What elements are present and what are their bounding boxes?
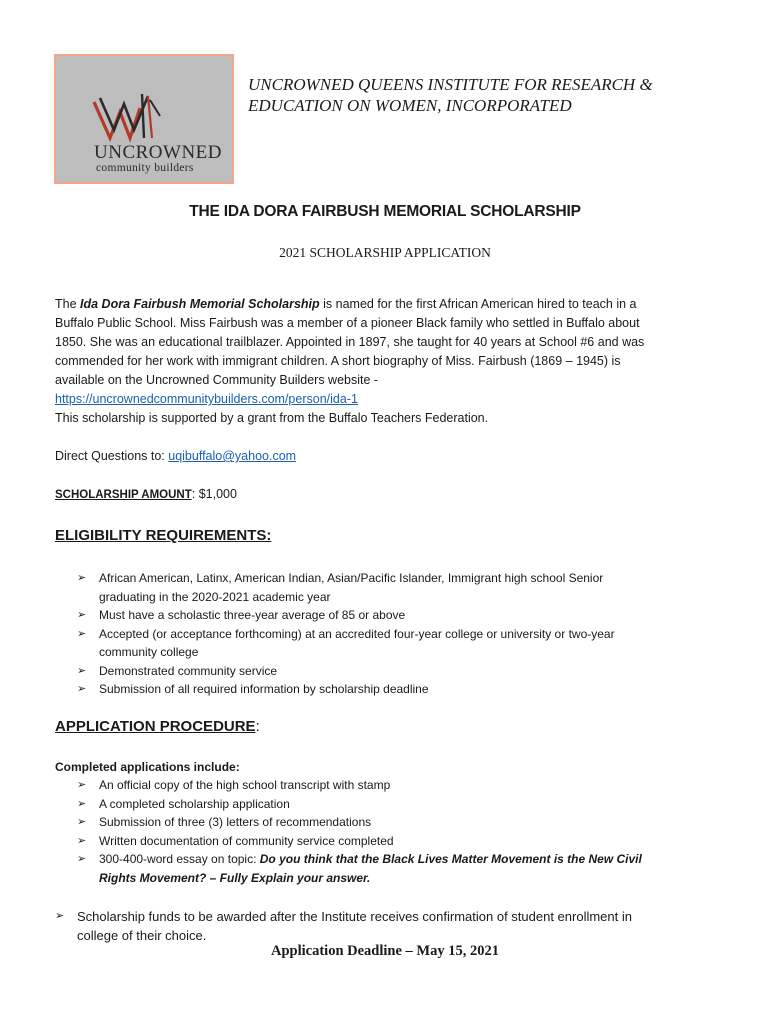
document-subtitle: 2021 SCHOLARSHIP APPLICATION bbox=[279, 245, 491, 260]
application-deadline: Application Deadline – May 15, 2021 bbox=[271, 943, 499, 959]
item-text: Written documentation of community service completed bbox=[99, 833, 394, 848]
procedure-subheading: Completed applications include: bbox=[55, 760, 240, 774]
essay-topic: Do you think that the Black Lives Matter Movement is the New Civil bbox=[259, 852, 642, 866]
organization-name bbox=[248, 74, 718, 116]
arrow-bullet-icon: ➢ bbox=[77, 853, 87, 865]
biography-link[interactable]: https://uncrownedcommunitybuilders.com/person/ida-1 bbox=[55, 392, 358, 406]
item-text: Scholarship funds to be awarded after the Institute receives confirmation of student enrollment in bbox=[77, 909, 632, 924]
scholarship-name: Ida Dora Fairbush Memorial Scholarship bbox=[80, 297, 320, 311]
crown-icon bbox=[90, 90, 200, 145]
item-text: A completed scholarship application bbox=[99, 796, 290, 811]
contact-label: Direct Questions to: bbox=[55, 449, 169, 463]
item-text: graduating in the 2020-2021 academic year bbox=[99, 589, 331, 604]
intro-line bbox=[55, 295, 715, 314]
procedure-heading-line bbox=[55, 718, 260, 735]
logo-tagline: community builders bbox=[96, 162, 194, 174]
list-item bbox=[77, 625, 717, 662]
list-item bbox=[77, 662, 717, 681]
contact-email-link[interactable]: uqibuffalo@yahoo.com bbox=[168, 449, 297, 463]
amount-line bbox=[55, 485, 715, 505]
arrow-bullet-icon: ➢ bbox=[77, 683, 87, 695]
uncrowned-logo bbox=[54, 54, 234, 184]
arrow-bullet-icon: ➢ bbox=[77, 627, 87, 640]
item-text: Submission of three (3) letters of recommendations bbox=[99, 815, 372, 829]
amount-value: $1,000 bbox=[198, 487, 237, 501]
item-text: college of their choice. bbox=[77, 928, 207, 943]
item-text: Accepted (or acceptance forthcoming) at an accredited four-year college or university or two-year bbox=[99, 626, 615, 641]
item-text: Demonstrated community service bbox=[99, 663, 278, 678]
item-text: Submission of all required information by scholarship deadline bbox=[99, 682, 429, 696]
amount-label: SCHOLARSHIP AMOUNT bbox=[55, 489, 192, 501]
list-item bbox=[77, 776, 717, 795]
eligibility-heading: ELIGIBILITY REQUIREMENTS: bbox=[55, 527, 272, 544]
list-item bbox=[77, 813, 717, 832]
item-text: An official copy of the high school transcript with stamp bbox=[99, 778, 391, 792]
arrow-bullet-icon: ➢ bbox=[77, 609, 87, 621]
org-line-2: EDUCATION ON WOMEN, INCORPORATED bbox=[248, 96, 572, 115]
essay-topic: Rights Movement? – Fully Explain your answer. bbox=[99, 870, 371, 885]
arrow-bullet-icon: ➢ bbox=[77, 816, 87, 828]
procedure-heading: APPLICATION PROCEDURE bbox=[55, 718, 256, 735]
arrow-bullet-icon: ➢ bbox=[77, 834, 87, 847]
contact-line bbox=[55, 447, 715, 466]
essay-label: 300-400-word essay on topic: bbox=[99, 852, 260, 866]
arrow-bullet-icon: ➢ bbox=[77, 779, 87, 791]
arrow-bullet-icon: ➢ bbox=[77, 572, 87, 584]
list-item bbox=[77, 832, 717, 851]
eligibility-list bbox=[77, 569, 717, 699]
intro-line: available on the Uncrowned Community Builders website - bbox=[55, 373, 379, 387]
list-item bbox=[77, 569, 717, 606]
list-item bbox=[77, 795, 717, 814]
arrow-bullet-icon: ➢ bbox=[77, 797, 87, 810]
list-item bbox=[77, 606, 717, 625]
intro-line: This scholarship is supported by a grant from the Buffalo Teachers Federation. bbox=[55, 411, 489, 425]
logo-wordmark: UNCROWNED bbox=[94, 142, 222, 163]
arrow-bullet-icon: ➢ bbox=[55, 910, 65, 922]
item-text: community college bbox=[99, 645, 199, 659]
amount-separator: : bbox=[191, 487, 199, 501]
list-item bbox=[77, 850, 717, 887]
funds-list bbox=[55, 907, 695, 945]
org-line-1: UNCROWNED QUEENS INSTITUTE FOR RESEARCH & bbox=[248, 75, 653, 94]
intro-text: The bbox=[55, 297, 81, 311]
document-title: THE IDA DORA FAIRBUSH MEMORIAL SCHOLARSHIP bbox=[189, 203, 581, 220]
intro-line: Buffalo Public School. Miss Fairbush was a member of a pioneer Black family who settled in Buffalo about bbox=[55, 316, 640, 330]
arrow-bullet-icon: ➢ bbox=[77, 664, 87, 677]
item-text: Must have a scholastic three-year average of 85 or above bbox=[99, 608, 406, 622]
intro-paragraph bbox=[55, 295, 715, 428]
procedure-list bbox=[77, 776, 717, 887]
intro-text: is named for the first African American hired to teach in a bbox=[319, 297, 637, 311]
item-text: African American, Latinx, American Indian, Asian/Pacific Islander, Immigrant high school Senior bbox=[99, 571, 604, 585]
procedure-colon: : bbox=[255, 718, 260, 735]
list-item bbox=[77, 680, 717, 699]
list-item bbox=[55, 907, 695, 945]
intro-line: 1850. She was an educational trailblazer. Appointed in 1897, she taught for 40 years at School #6 and was bbox=[55, 335, 645, 349]
intro-line: commended for her work with immigrant children. A short biography of Miss. Fairbush (1869 – 1945) is bbox=[55, 354, 621, 368]
intro-line bbox=[55, 390, 715, 409]
